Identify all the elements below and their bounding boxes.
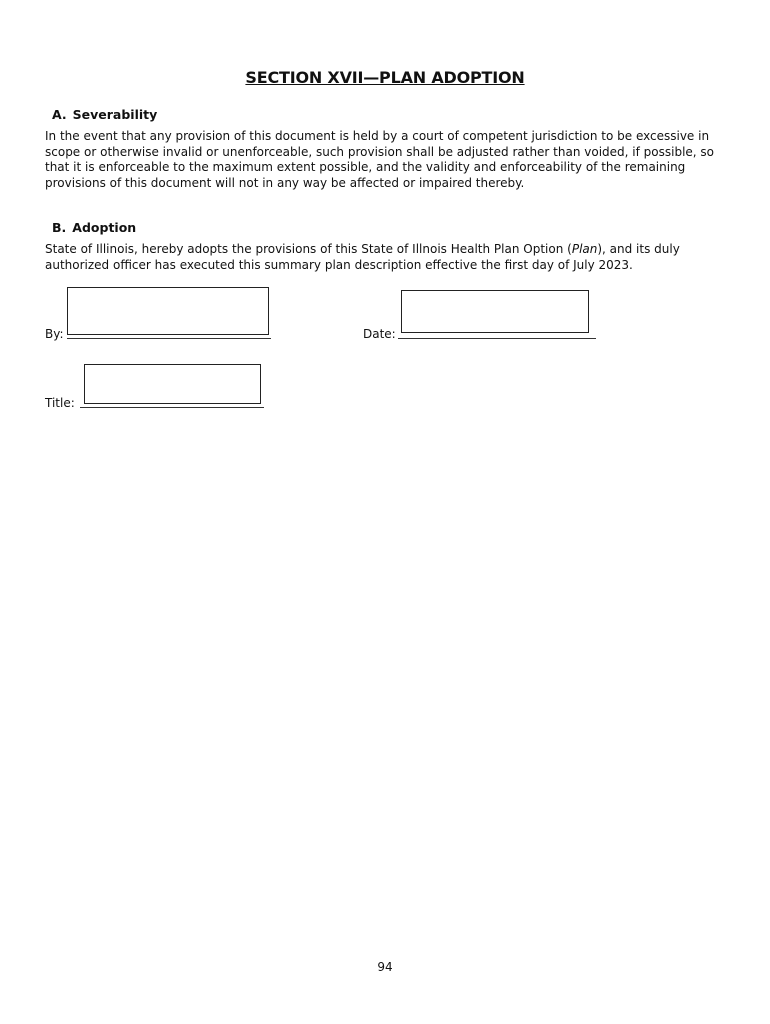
- severability-heading-text: Severability: [72, 107, 158, 122]
- severability-heading: [52, 107, 157, 122]
- title-underline: [80, 407, 264, 408]
- by-signature-field[interactable]: [67, 287, 269, 335]
- section-title: SECTION XVII—PLAN ADOPTION: [245, 68, 525, 87]
- adoption-text-part1: State of Illinois, hereby adopts the provisions of this State of Illnois Health Plan Option (: [45, 242, 572, 256]
- adoption-heading-text: Adoption: [72, 220, 137, 235]
- date-field[interactable]: [401, 290, 589, 333]
- date-underline: [398, 338, 596, 339]
- date-label: Date:: [363, 327, 396, 341]
- severability-paragraph: In the event that any provision of this document is held by a court of competent jurisdiction to be excessive in scope or otherwise invalid or unenforceable, such provision shall be adjusted rather than voided, if possible, so that it is enforceable to the maximum extent possible, and the validity and enforceability of the remaining provisions of this document will not in any way be affected or impaired thereby.: [45, 129, 715, 190]
- adoption-text-part2: ), and its duly authorized officer has executed this summary plan description effective the first day of July 2023.: [45, 242, 680, 272]
- by-underline: [67, 338, 271, 339]
- adoption-paragraph: [45, 242, 735, 273]
- title-label: Title:: [45, 396, 75, 410]
- adoption-text-italic: Plan: [571, 242, 598, 256]
- title-field[interactable]: [84, 364, 261, 404]
- adoption-heading: [52, 220, 136, 235]
- severability-letter: A.: [52, 107, 67, 122]
- page-number: 94: [377, 960, 393, 974]
- adoption-letter: B.: [52, 220, 67, 235]
- by-label: By:: [45, 327, 64, 341]
